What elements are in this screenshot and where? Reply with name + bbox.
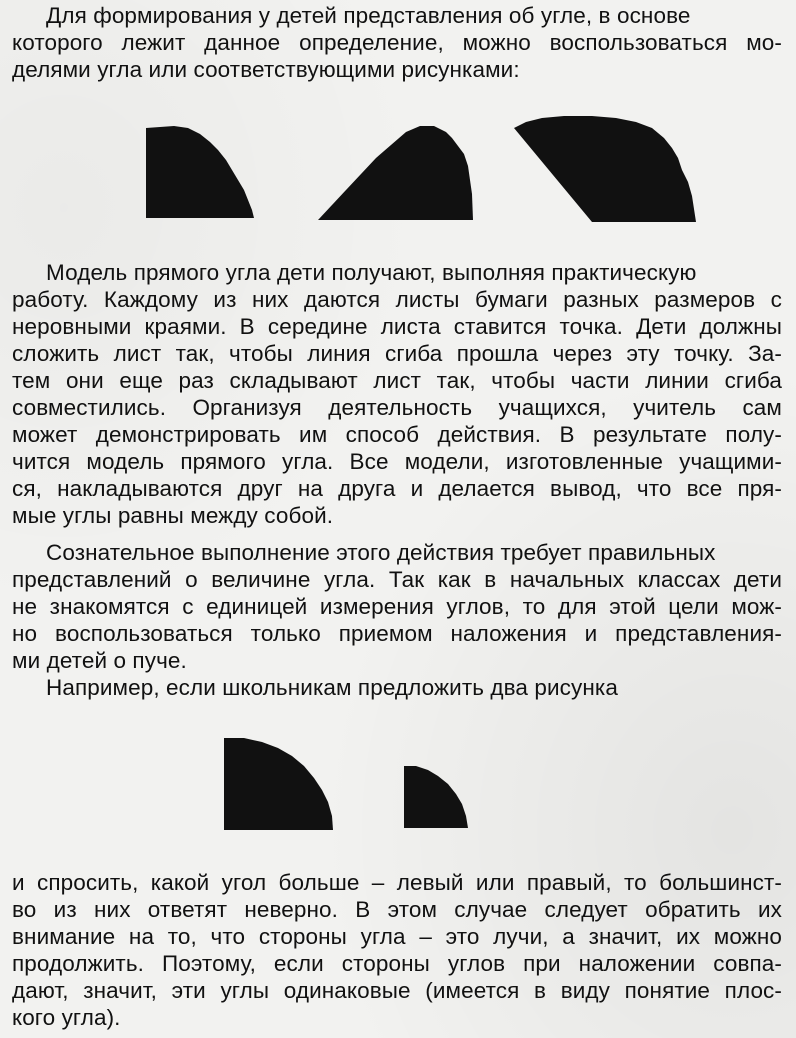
small-angle-drawing-icon <box>402 764 470 830</box>
intro-line-3: делями угла или соответствующими рисунками: <box>12 57 520 82</box>
acute-angle-model-icon <box>316 124 476 222</box>
model-line-8: чится модель прямого угла. Все модели, изготовленные учащими- <box>12 449 782 474</box>
intro-line-1: Для формирования у детей представления об угле, в основе <box>46 3 691 28</box>
conscious-line-5: ми детей о пуче. <box>12 648 187 673</box>
question-line-3: внимание на то, что стороны угла – это лучи, а значит, их можно <box>12 924 782 949</box>
conscious-line-1: Сознательное выполнение этого действия требует правильных <box>46 540 716 565</box>
model-line-3: неровными краями. В середине листа ставится точка. Дети должны <box>12 314 782 339</box>
question-line-4: продолжить. Поэтому, если стороны углов при наложении совпа- <box>12 951 782 976</box>
large-angle-drawing-icon <box>222 736 334 832</box>
example-line-1: Например, если школьникам предложить два рисунка <box>46 675 618 700</box>
conscious-line-3: не знакомятся с единицей измерения углов, то для этой цели мож- <box>12 594 782 619</box>
conscious-line-2: представлений о величине угла. Так как в начальных классах дети <box>12 567 782 592</box>
model-line-2: работу. Каждому из них даются листы бумаги разных размеров с <box>12 287 782 312</box>
model-line-7: может демонстрировать им способ действия. В результате полу- <box>12 422 782 447</box>
model-line-6: совместились. Организуя деятельность учащихся, учитель сам <box>12 395 782 420</box>
model-line-9: ся, накладываются друг на друга и делается вывод, что все пря- <box>12 476 782 501</box>
question-line-2: во из них ответят неверно. В этом случае следует обратить их <box>12 897 782 922</box>
conscious-line-4: но воспользоваться только приемом наложения и представления- <box>12 621 782 646</box>
obtuse-angle-model-icon <box>512 114 698 224</box>
question-line-1: и спросить, какой угол больше – левый или правый, то большинст- <box>12 870 782 895</box>
question-line-6: кого угла). <box>12 1005 121 1030</box>
model-line-10: мые углы равны между собой. <box>12 503 334 528</box>
intro-line-2: которого лежит данное определение, можно воспользоваться мо- <box>12 30 782 55</box>
model-line-1: Модель прямого угла дети получают, выполняя практическую <box>46 260 697 285</box>
question-line-5: дают, значит, эти углы одинаковые (имеется в виду понятие плос- <box>12 978 782 1003</box>
right-angle-model-icon <box>144 124 256 220</box>
model-line-4: сложить лист так, чтобы линия сгиба прошла через эту точку. За- <box>12 341 782 366</box>
model-line-5: тем они еще раз складывают лист так, чтобы части линии сгиба <box>12 368 782 393</box>
